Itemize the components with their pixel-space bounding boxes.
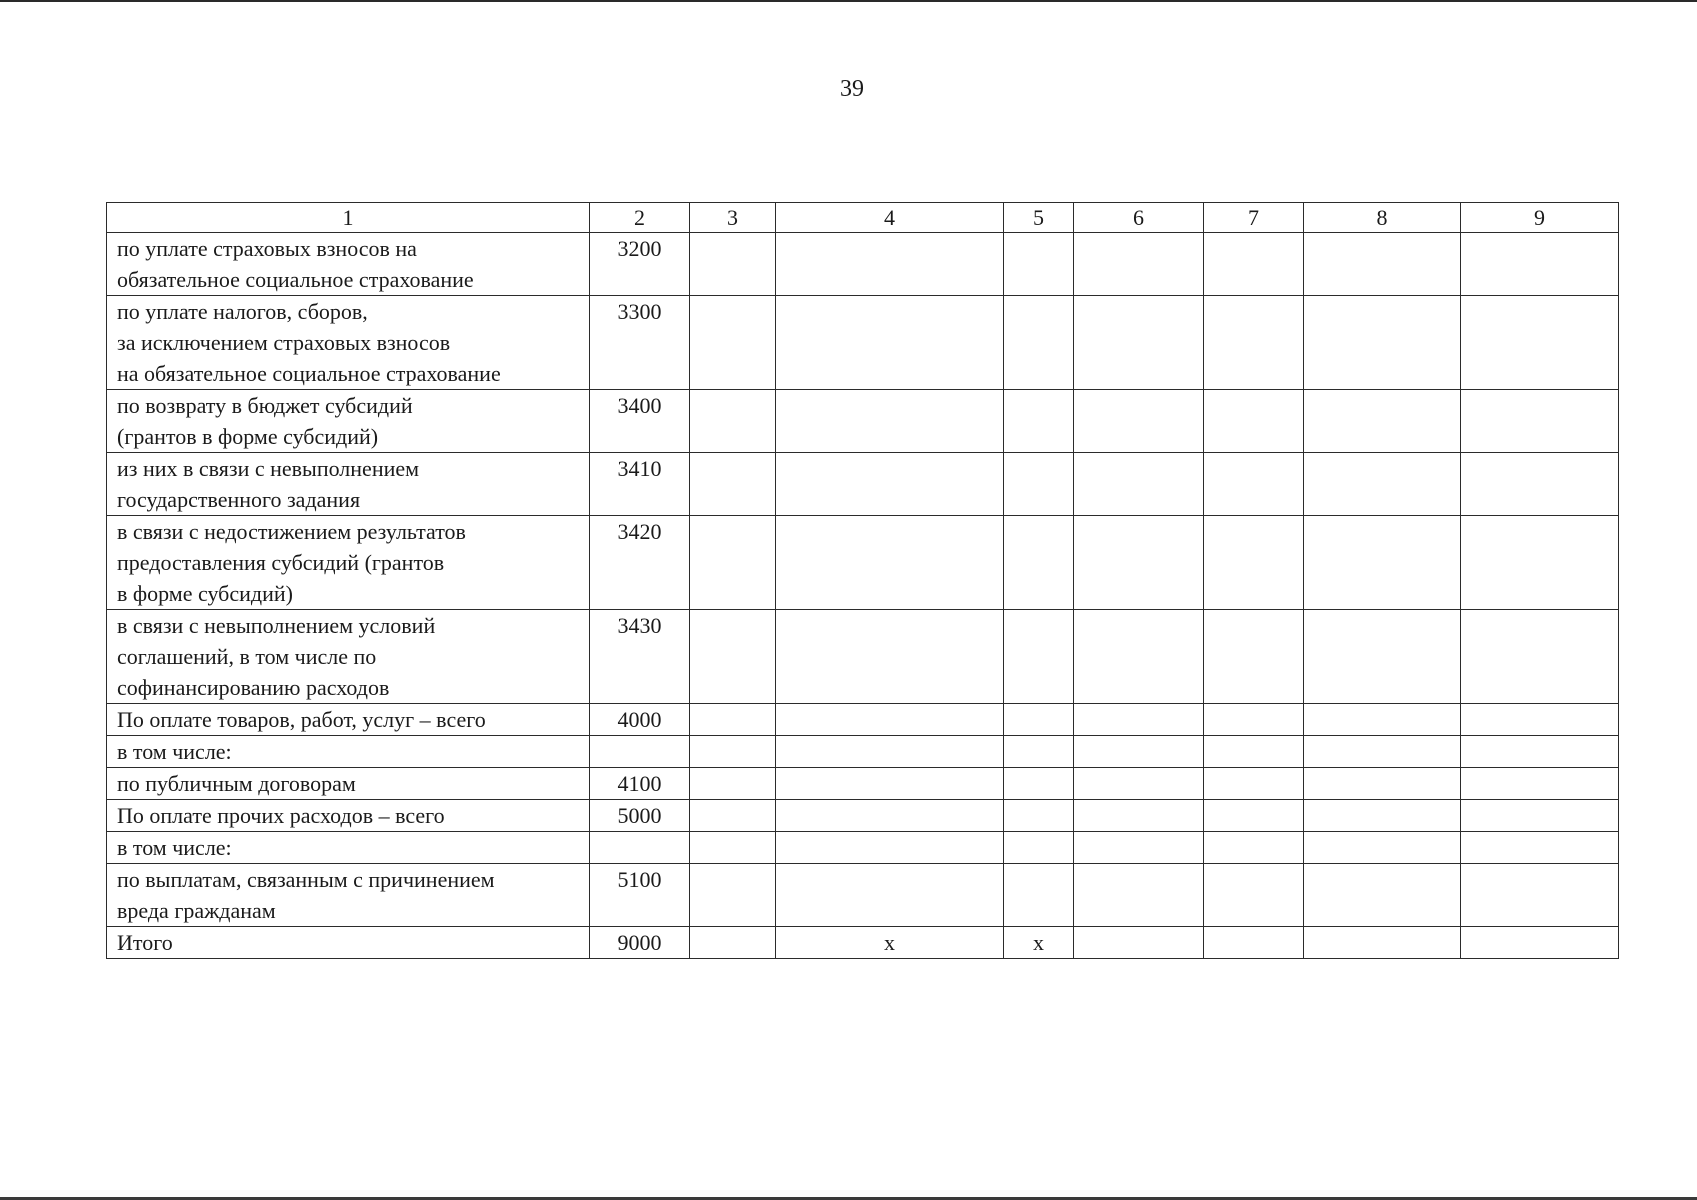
description-line: за исключением страховых взносов	[117, 330, 451, 355]
value-cell-c7	[1204, 832, 1304, 864]
table-row	[107, 453, 1619, 516]
description-line: по возврату в бюджет субсидий	[117, 393, 413, 418]
value-cell-c3	[690, 610, 776, 704]
description-line: софинансированию расходов	[117, 675, 390, 700]
value-cell-c6	[1074, 768, 1204, 800]
table-header-row	[107, 203, 1619, 233]
value-cell-c8	[1304, 610, 1461, 704]
row-description	[107, 704, 590, 736]
description-line: (грантов в форме субсидий)	[117, 424, 379, 449]
value-cell-c9	[1461, 704, 1619, 736]
value-cell-c3	[690, 704, 776, 736]
value-cell-c7	[1204, 610, 1304, 704]
value-cell-c6	[1074, 233, 1204, 296]
description-line: государственного задания	[117, 487, 361, 512]
description-line: вреда гражданам	[117, 898, 276, 923]
row-code: 3200	[590, 233, 690, 296]
row-code: 3430	[590, 610, 690, 704]
value-cell-c5	[1004, 610, 1074, 704]
header-cell: 3	[690, 203, 776, 233]
row-code: 3400	[590, 390, 690, 453]
value-cell-c9	[1461, 736, 1619, 768]
header-cell: 6	[1074, 203, 1204, 233]
value-cell-c4	[776, 453, 1004, 516]
value-cell-c8	[1304, 516, 1461, 610]
description-line: из них в связи с невыполнением	[117, 456, 420, 481]
value-cell-c8	[1304, 704, 1461, 736]
description-line: По оплате прочих расходов – всего	[117, 803, 445, 828]
value-cell-c6	[1074, 516, 1204, 610]
value-cell-c9	[1461, 800, 1619, 832]
value-cell-c6	[1074, 832, 1204, 864]
value-cell-c3	[690, 832, 776, 864]
value-cell-c6	[1074, 800, 1204, 832]
table-row	[107, 296, 1619, 390]
value-cell-c4	[776, 516, 1004, 610]
row-code: 4000	[590, 704, 690, 736]
value-cell-c7	[1204, 704, 1304, 736]
table-row	[107, 610, 1619, 704]
header-cell: 2	[590, 203, 690, 233]
row-code: 9000	[590, 927, 690, 959]
header-cell: 4	[776, 203, 1004, 233]
value-cell-c7	[1204, 516, 1304, 610]
row-code: 3300	[590, 296, 690, 390]
value-cell-c4	[776, 736, 1004, 768]
value-cell-c8	[1304, 800, 1461, 832]
value-cell-c9	[1461, 453, 1619, 516]
row-description	[107, 610, 590, 704]
value-cell-c3	[690, 390, 776, 453]
value-cell-c7	[1204, 864, 1304, 927]
value-cell-c5	[1004, 736, 1074, 768]
table-row	[107, 864, 1619, 927]
value-cell-c7	[1204, 296, 1304, 390]
value-cell-c4	[776, 768, 1004, 800]
header-cell: 5	[1004, 203, 1074, 233]
page-number: 39	[840, 76, 864, 102]
table-row	[107, 927, 1619, 959]
row-code: 5100	[590, 864, 690, 927]
value-cell-c5	[1004, 832, 1074, 864]
value-cell-c8	[1304, 736, 1461, 768]
value-cell-c9	[1461, 832, 1619, 864]
value-cell-c8	[1304, 233, 1461, 296]
value-cell-c9	[1461, 390, 1619, 453]
value-cell-c3	[690, 864, 776, 927]
value-cell-c4	[776, 800, 1004, 832]
description-line: в том числе:	[117, 739, 232, 764]
description-line: в форме субсидий)	[117, 581, 293, 606]
description-line: Итого	[117, 930, 173, 955]
value-cell-c9	[1461, 768, 1619, 800]
row-code: 4100	[590, 768, 690, 800]
value-cell-c6	[1074, 927, 1204, 959]
value-cell-c8	[1304, 453, 1461, 516]
row-description	[107, 516, 590, 610]
header-cell: 1	[107, 203, 590, 233]
value-cell-c9	[1461, 927, 1619, 959]
row-description	[107, 736, 590, 768]
value-cell-c4: х	[776, 927, 1004, 959]
value-cell-c3	[690, 516, 776, 610]
value-cell-c5	[1004, 233, 1074, 296]
value-cell-c3	[690, 296, 776, 390]
row-description	[107, 233, 590, 296]
value-cell-c6	[1074, 296, 1204, 390]
header-cell: 9	[1461, 203, 1619, 233]
description-line: соглашений, в том числе по	[117, 644, 377, 669]
value-cell-c4	[776, 832, 1004, 864]
description-line: предоставления субсидий (грантов	[117, 550, 445, 575]
row-code: 3420	[590, 516, 690, 610]
row-code	[590, 736, 690, 768]
value-cell-c7	[1204, 800, 1304, 832]
row-description	[107, 832, 590, 864]
table-row	[107, 800, 1619, 832]
value-cell-c4	[776, 390, 1004, 453]
table-row	[107, 704, 1619, 736]
description-line: на обязательное социальное страхование	[117, 361, 501, 386]
description-line: По оплате товаров, работ, услуг – всего	[117, 707, 486, 732]
value-cell-c3	[690, 736, 776, 768]
value-cell-c6	[1074, 704, 1204, 736]
row-description	[107, 390, 590, 453]
value-cell-c7	[1204, 390, 1304, 453]
description-line: в связи с недостижением результатов	[117, 519, 466, 544]
value-cell-c6	[1074, 390, 1204, 453]
description-line: по уплате налогов, сборов,	[117, 299, 368, 324]
value-cell-c5: х	[1004, 927, 1074, 959]
header-cell: 7	[1204, 203, 1304, 233]
report-table	[106, 202, 1619, 959]
description-line: в связи с невыполнением условий	[117, 613, 436, 638]
value-cell-c4	[776, 704, 1004, 736]
value-cell-c9	[1461, 610, 1619, 704]
page-top-edge	[0, 0, 1697, 2]
value-cell-c3	[690, 800, 776, 832]
value-cell-c8	[1304, 390, 1461, 453]
value-cell-c7	[1204, 736, 1304, 768]
row-description	[107, 864, 590, 927]
value-cell-c6	[1074, 736, 1204, 768]
description-line: в том числе:	[117, 835, 232, 860]
value-cell-c5	[1004, 453, 1074, 516]
description-line: по выплатам, связанным с причинением	[117, 867, 495, 892]
description-line: обязательное социальное страхование	[117, 267, 474, 292]
row-description	[107, 927, 590, 959]
value-cell-c7	[1204, 768, 1304, 800]
value-cell-c9	[1461, 516, 1619, 610]
value-cell-c9	[1461, 864, 1619, 927]
value-cell-c5	[1004, 864, 1074, 927]
value-cell-c4	[776, 610, 1004, 704]
value-cell-c6	[1074, 610, 1204, 704]
row-code	[590, 832, 690, 864]
row-code: 3410	[590, 453, 690, 516]
value-cell-c3	[690, 233, 776, 296]
value-cell-c8	[1304, 296, 1461, 390]
value-cell-c5	[1004, 768, 1074, 800]
value-cell-c3	[690, 768, 776, 800]
value-cell-c4	[776, 864, 1004, 927]
value-cell-c5	[1004, 516, 1074, 610]
row-description	[107, 296, 590, 390]
value-cell-c5	[1004, 800, 1074, 832]
table-row	[107, 736, 1619, 768]
table-row	[107, 768, 1619, 800]
table-row	[107, 233, 1619, 296]
table-row	[107, 832, 1619, 864]
value-cell-c9	[1461, 296, 1619, 390]
table-row	[107, 516, 1619, 610]
header-cell: 8	[1304, 203, 1461, 233]
value-cell-c8	[1304, 832, 1461, 864]
value-cell-c3	[690, 927, 776, 959]
value-cell-c5	[1004, 704, 1074, 736]
value-cell-c3	[690, 453, 776, 516]
value-cell-c8	[1304, 864, 1461, 927]
value-cell-c7	[1204, 233, 1304, 296]
value-cell-c6	[1074, 864, 1204, 927]
value-cell-c5	[1004, 296, 1074, 390]
row-description	[107, 800, 590, 832]
value-cell-c8	[1304, 927, 1461, 959]
value-cell-c5	[1004, 390, 1074, 453]
value-cell-c7	[1204, 927, 1304, 959]
row-description	[107, 768, 590, 800]
value-cell-c4	[776, 296, 1004, 390]
table-body	[107, 203, 1619, 959]
row-description	[107, 453, 590, 516]
value-cell-c6	[1074, 453, 1204, 516]
value-cell-c9	[1461, 233, 1619, 296]
value-cell-c7	[1204, 453, 1304, 516]
description-line: по публичным договорам	[117, 771, 356, 796]
value-cell-c8	[1304, 768, 1461, 800]
table-row	[107, 390, 1619, 453]
value-cell-c4	[776, 233, 1004, 296]
description-line: по уплате страховых взносов на	[117, 236, 417, 261]
row-code: 5000	[590, 800, 690, 832]
